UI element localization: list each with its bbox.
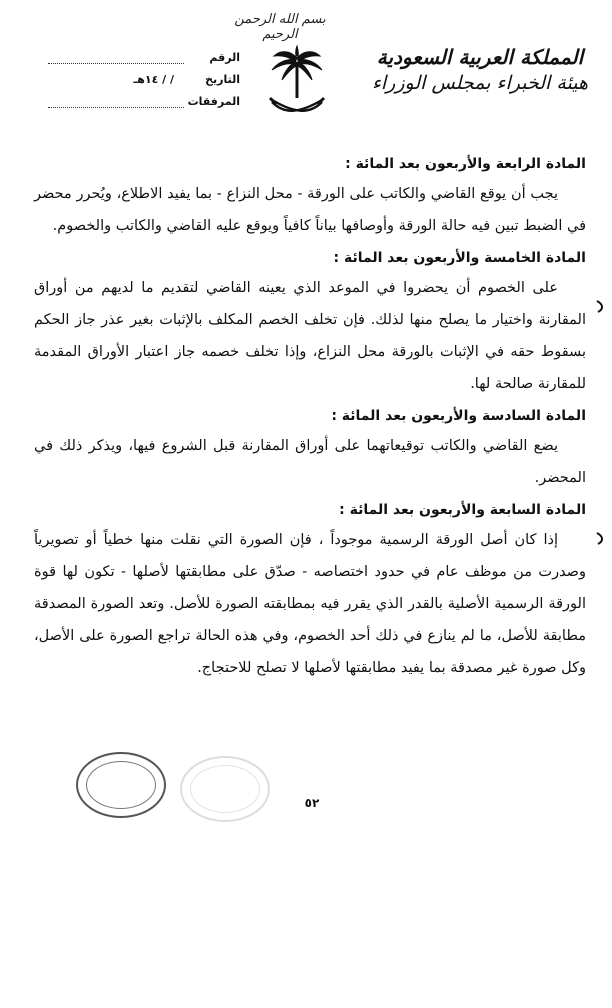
ref-date-value: / / ١٤هـ bbox=[133, 73, 174, 86]
page-number: ٥٢ bbox=[304, 796, 320, 810]
margin-arc-icon bbox=[594, 298, 610, 314]
official-stamp bbox=[76, 752, 166, 818]
organization-header bbox=[370, 44, 590, 96]
document-body bbox=[34, 150, 586, 686]
article-title: المادة السادسة والأربعون بعد المائة : bbox=[331, 408, 586, 424]
article-text: يجب أن يوقع القاضي والكاتب على الورقة - محل النزاع - بما يفيد الاطلاع، ويُحرر محضر في الضبط تبين فيه حالة الورقة وأوصافها بياناً كافياً ويوقع عليه القاضي والكاتب والخصوم. bbox=[34, 186, 586, 234]
ref-number-label: الرقم bbox=[209, 51, 240, 64]
margin-arc-icon bbox=[594, 530, 610, 546]
reference-block bbox=[40, 42, 240, 108]
basmala: بسم الله الرحمن الرحيم bbox=[234, 12, 326, 42]
faded-stamp bbox=[180, 756, 270, 822]
article-text: إذا كان أصل الورقة الرسمية موجوداً ، فإن الصورة التي نقلت منها خطياً أو تصويرياً وصدرت من موظف عام في حدود اختصاصه - صدّق على مطابقتها لأصلها - تكون لها قوة الورقة الرسمية الأصلية بالقدر الذي يقرر فيه بمطابقته الصورة للأصل. وتعد الصورة المصدقة مطابقة للأصل، ما لم ينازع في ذلك أحد الخصوم، وفي هذه الحالة تراجع الصورة على الأصل، وكل صورة غير مصدقة بما يفيد مطابقتها لأصلها لا تصلح للاحتجاج. bbox=[34, 532, 586, 676]
ref-number-line bbox=[48, 51, 184, 64]
ref-attachments-label: المرفقات bbox=[187, 95, 240, 108]
ref-number-row bbox=[40, 42, 240, 64]
ref-date-label: التاريخ bbox=[205, 73, 240, 86]
stamp-inner-ring bbox=[86, 761, 156, 809]
article-text: يضع القاضي والكاتب توقيعاتهما على أوراق المقارنة قبل الشروع فيها، ويذكر ذلك في المحضر. bbox=[34, 438, 586, 486]
article-title: المادة الخامسة والأربعون بعد المائة : bbox=[333, 250, 586, 266]
article-title: المادة الرابعة والأربعون بعد المائة : bbox=[345, 156, 586, 172]
ref-attachments-row bbox=[40, 86, 240, 108]
article-text: على الخصوم أن يحضروا في الموعد الذي يعينه القاضي لتقديم ما لديهم من أوراق المقارنة واختيار ما يصلح منها لذلك. فإن تخلف الخصم المكلف بالإثبات بغير عذر جاز الحكم بسقوط حقه في الإثبات بالورقة محل النزاع، وإذا تخلف خصمه جاز اعتبار الأوراق المقدمة للمقارنة صالحة لها. bbox=[34, 280, 586, 392]
ref-attachments-line bbox=[48, 95, 184, 108]
org-name: المملكة العربية السعودية bbox=[376, 45, 584, 69]
article-title: المادة السابعة والأربعون بعد المائة : bbox=[339, 502, 586, 518]
org-subtitle: هيئة الخبراء بمجلس الوزراء bbox=[371, 72, 589, 94]
palm-swords-emblem-icon bbox=[262, 44, 332, 124]
ref-date-row bbox=[40, 64, 240, 86]
stamp-inner-ring bbox=[190, 765, 260, 813]
